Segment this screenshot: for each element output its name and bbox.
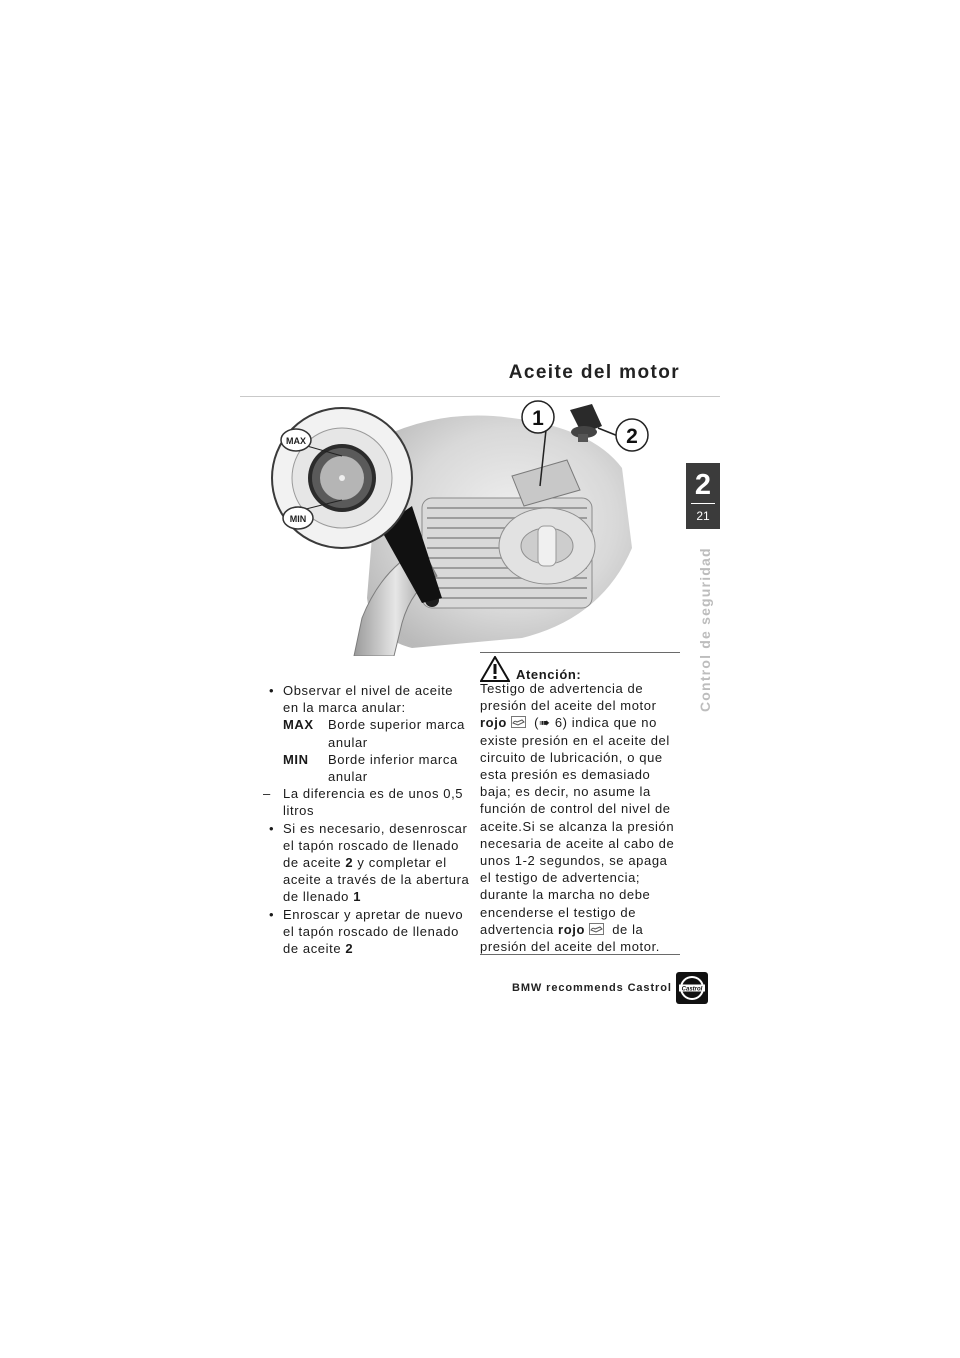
definition-min bbox=[283, 751, 471, 785]
chapter-divider bbox=[691, 503, 715, 504]
bullet-marker: • bbox=[269, 683, 275, 698]
part-ref: 2 bbox=[345, 941, 354, 957]
bullet-1-text: Observar el nivel de aceite en la marca anular: bbox=[283, 683, 454, 716]
section-side-label: Control de seguridad bbox=[697, 547, 713, 712]
engine-illustration bbox=[262, 398, 682, 656]
rojo-text: rojo bbox=[480, 715, 507, 731]
part-ref: 1 bbox=[353, 889, 362, 905]
warning-rule-top bbox=[480, 652, 680, 653]
definition-max bbox=[283, 716, 471, 750]
list-item bbox=[266, 682, 471, 716]
definition-term: MIN bbox=[283, 751, 309, 767]
warning-heading-text: Atención: bbox=[516, 667, 582, 682]
valve-cover bbox=[422, 498, 595, 608]
bullet-2-text: Si es necesario, desenroscar el tapón roscado de llenado de aceite bbox=[283, 820, 468, 871]
warning-rule-bottom bbox=[480, 954, 680, 955]
callout-2 bbox=[616, 419, 648, 451]
warning-triangle-icon bbox=[480, 656, 510, 682]
bullet-3-text: Enroscar y apretar de nuevo el tapón roscado de llenado de aceite bbox=[283, 906, 464, 957]
min-label-text: MIN bbox=[289, 514, 307, 524]
warning-heading bbox=[480, 656, 581, 682]
page-number: 21 bbox=[696, 509, 710, 523]
definition-desc: Borde superior marca anular bbox=[328, 717, 465, 750]
list-item bbox=[263, 785, 471, 819]
castrol-logo-text: Castrol bbox=[681, 986, 703, 993]
bullet-marker: • bbox=[269, 820, 275, 836]
chapter-tab bbox=[686, 463, 720, 529]
reference-arrow-icon: ➠ bbox=[539, 715, 551, 731]
definition-desc: Borde inferior marca anular bbox=[328, 751, 458, 785]
level-definitions bbox=[283, 716, 471, 785]
definition-term: MAX bbox=[283, 717, 314, 733]
instructions-column bbox=[263, 682, 471, 957]
title-rule bbox=[240, 396, 720, 397]
chapter-number: 2 bbox=[694, 469, 712, 501]
warning-text: Testigo de advertencia de presión del aceite del motor bbox=[480, 681, 657, 714]
warning-text: 6) indica que no existe presión en el aceite del circuito de lubricación, o que esta presión es demasiado baja; es decir, no asume la función de control del nivel de aceite.Si se alcanza la presión necesaria de aceite al cabo de unos 1-2 segundos, se apaga el testigo de advertencia; durante la marcha no debe encenderse el testigo de advertencia bbox=[480, 715, 675, 937]
callout-1 bbox=[522, 401, 554, 433]
bullet-marker: • bbox=[269, 906, 275, 922]
max-label-text: MAX bbox=[286, 436, 306, 446]
warning-text: de la presión del aceite del motor. bbox=[480, 921, 660, 955]
dash-marker: – bbox=[263, 786, 271, 802]
page-title: Aceite del motor bbox=[508, 362, 680, 383]
oil-pressure-icon bbox=[511, 716, 526, 728]
list-item bbox=[266, 906, 471, 958]
rojo-text: rojo bbox=[558, 921, 585, 937]
warning-body bbox=[480, 680, 680, 955]
max-label bbox=[281, 429, 311, 451]
oil-pressure-icon bbox=[589, 923, 604, 935]
warning-text: ( bbox=[529, 715, 540, 731]
callout-1-text: 1 bbox=[532, 407, 544, 430]
footer-branding bbox=[512, 976, 708, 1000]
list-item bbox=[266, 820, 471, 906]
callout-2-text: 2 bbox=[626, 425, 638, 448]
part-ref: 2 bbox=[345, 855, 354, 871]
dash-1-text: La diferencia es de unos 0,5 litros bbox=[283, 786, 464, 819]
footer-text: BMW recommends Castrol bbox=[512, 982, 672, 994]
min-label bbox=[283, 507, 313, 529]
castrol-logo bbox=[676, 972, 708, 1004]
bullet-2-text: y completar el aceite a través de la abertura de llenado bbox=[283, 855, 470, 905]
